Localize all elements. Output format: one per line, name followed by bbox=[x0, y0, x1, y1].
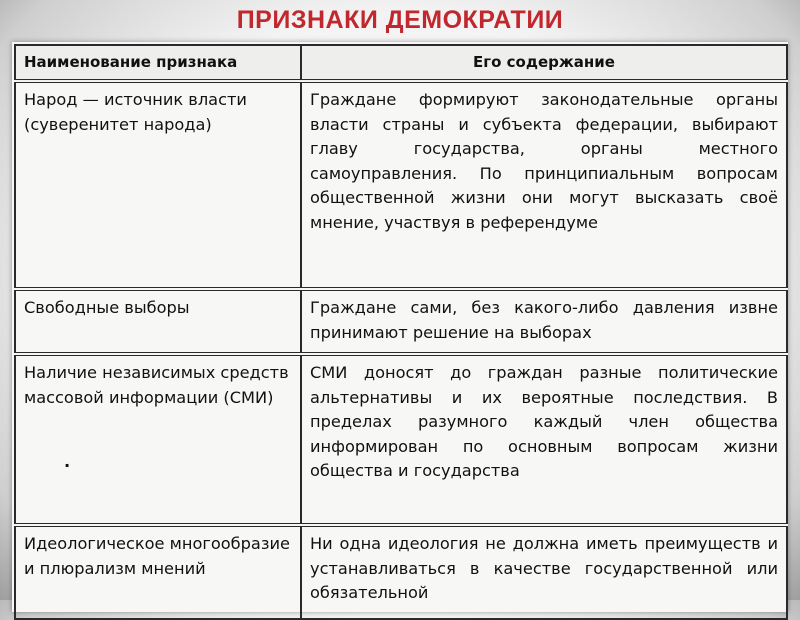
feature-content-cell: СМИ доносят до граждан разные политические альтернативы и их вероятные последствия. В пределах разумного каждый член общества информирован по основным вопросам жизни общества и государства bbox=[301, 354, 787, 525]
feature-name-text: Наличие независимых средств массовой информации (СМИ) bbox=[24, 363, 289, 407]
feature-name-cell: Народ — источник власти (суверенитет народа) bbox=[15, 81, 301, 289]
feature-content-cell: Граждане сами, без какого-либо давления извне принимают решение на выборах bbox=[301, 289, 787, 354]
table-row bbox=[15, 81, 787, 289]
page-title: ПРИЗНАКИ ДЕМОКРАТИИ bbox=[236, 6, 564, 34]
democracy-features-table bbox=[14, 44, 788, 620]
feature-name-cell: Свободные выборы bbox=[15, 289, 301, 354]
column-header-feature-name: Наименование признака bbox=[15, 45, 301, 81]
table-row bbox=[15, 354, 787, 525]
table-header-row bbox=[15, 45, 787, 81]
table-row bbox=[15, 525, 787, 619]
column-header-feature-content: Его содержание bbox=[301, 45, 787, 81]
table-row bbox=[15, 289, 787, 354]
feature-content-cell: Граждане формируют законодательные органы власти страны и субъекта федерации, выбирают главу государства, органы местного самоуправления. По принципиальным вопросам общественной жизни они могут высказать своё мнение, участвуя в референдуме bbox=[301, 81, 787, 289]
feature-name-cell: Идеологическое многообразие и плюрализм мнений bbox=[15, 525, 301, 619]
stray-dot-mark: . bbox=[64, 452, 71, 472]
feature-name-cell bbox=[15, 354, 301, 525]
feature-content-cell: Ни одна идеология не должна иметь преимуществ и устанавливаться в качестве государственной или обязательной bbox=[301, 525, 787, 619]
